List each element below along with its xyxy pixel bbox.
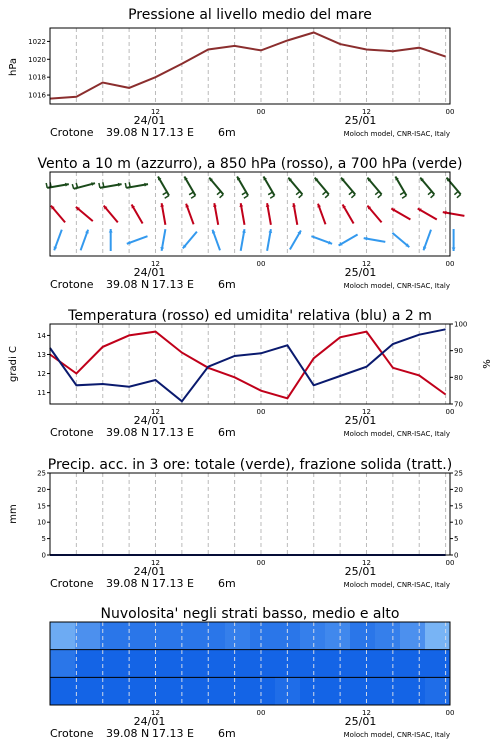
wind-title: Vento a 10 m (azzurro), a 850 hPa (rosso), a 700 hPa (verde) bbox=[37, 156, 463, 172]
y-tick-label: 1020 bbox=[28, 55, 46, 64]
date-label: 25/01 bbox=[344, 266, 377, 279]
y-tick-label: 0 bbox=[41, 551, 46, 560]
location-name: Crotone bbox=[50, 126, 94, 139]
location-lat: 39.08 N bbox=[106, 426, 150, 439]
model-credit: Moloch model, CNR-ISAC, Italy bbox=[343, 282, 450, 290]
y-tick-label: 20 bbox=[37, 485, 46, 494]
location-lon: 17.13 E bbox=[152, 278, 194, 291]
location-elevation: 6m bbox=[218, 577, 236, 590]
cloud-cell bbox=[100, 622, 126, 650]
cloud-cell bbox=[425, 622, 451, 650]
y2-tick-label: 5 bbox=[454, 535, 459, 544]
x-tick-label: 12 bbox=[151, 559, 160, 567]
cloud-cell bbox=[325, 622, 351, 650]
cloud-cell bbox=[325, 677, 351, 705]
location-lon: 17.13 E bbox=[152, 727, 194, 740]
y-tick-label: 1022 bbox=[28, 37, 46, 46]
cloud-cell bbox=[75, 622, 101, 650]
cloud-cell bbox=[75, 677, 101, 705]
location-elevation: 6m bbox=[218, 727, 236, 740]
location-elevation: 6m bbox=[218, 426, 236, 439]
date-label: 24/01 bbox=[133, 715, 166, 728]
date-label: 25/01 bbox=[344, 414, 377, 427]
y-tick-label: 14 bbox=[37, 331, 46, 340]
cloud-cell bbox=[225, 622, 251, 650]
location-name: Crotone bbox=[50, 577, 94, 590]
cloud-cell bbox=[50, 650, 76, 678]
x-tick-label: 12 bbox=[362, 709, 371, 717]
x-tick-label: 00 bbox=[445, 408, 455, 416]
pressure-title: Pressione al livello medio del mare bbox=[128, 7, 372, 23]
y2-tick-label: 25 bbox=[454, 469, 463, 478]
cloud-cell bbox=[200, 650, 226, 678]
cloud-cell bbox=[175, 650, 201, 678]
cloud-cell bbox=[150, 650, 176, 678]
precip-title: Precip. acc. in 3 ore: totale (verde), frazione solida (tratt.) bbox=[47, 457, 453, 473]
cloud-cell bbox=[100, 650, 126, 678]
x-tick-label: 12 bbox=[362, 408, 371, 416]
y2-tick-label: 80 bbox=[454, 373, 463, 382]
precip-ylabel: mm bbox=[8, 504, 19, 524]
date-label: 25/01 bbox=[344, 715, 377, 728]
cloud-cell bbox=[150, 622, 176, 650]
cloud-cell bbox=[250, 650, 276, 678]
y2-tick-label: 90 bbox=[454, 347, 463, 356]
location-elevation: 6m bbox=[218, 126, 236, 139]
date-label: 24/01 bbox=[133, 114, 166, 127]
date-label: 25/01 bbox=[344, 114, 377, 127]
cloud-cell bbox=[375, 677, 401, 705]
location-name: Crotone bbox=[50, 278, 94, 291]
temp-title: Temperatura (rosso) ed umidita' relativa (blu) a 2 m bbox=[68, 308, 432, 324]
temp-ylabel: gradi C bbox=[8, 346, 19, 382]
y2-tick-label: 15 bbox=[454, 502, 463, 511]
x-tick-label: 00 bbox=[445, 260, 455, 268]
y-tick-label: 25 bbox=[37, 469, 46, 478]
cloud-cell bbox=[425, 677, 451, 705]
cloud-cell bbox=[300, 650, 326, 678]
pressure-ylabel: hPa bbox=[8, 57, 19, 77]
cloud-cell bbox=[350, 677, 376, 705]
y-tick-label: 10 bbox=[37, 518, 46, 527]
y-tick-label: 13 bbox=[37, 350, 46, 359]
x-tick-label: 00 bbox=[256, 559, 266, 567]
cloud-cell bbox=[375, 650, 401, 678]
model-credit: Moloch model, CNR-ISAC, Italy bbox=[343, 130, 450, 138]
cloud-cell bbox=[200, 677, 226, 705]
x-tick-label: 00 bbox=[445, 709, 455, 717]
y-tick-label: 1016 bbox=[28, 91, 46, 100]
y-tick-label: 12 bbox=[37, 370, 46, 379]
cloud-cell bbox=[225, 650, 251, 678]
cloud-cell bbox=[75, 650, 101, 678]
x-tick-label: 00 bbox=[445, 108, 455, 116]
location-elevation: 6m bbox=[218, 278, 236, 291]
model-credit: Moloch model, CNR-ISAC, Italy bbox=[343, 430, 450, 438]
cloud-cell bbox=[250, 622, 276, 650]
y2-tick-label: 100 bbox=[454, 320, 468, 329]
cloud-cell bbox=[100, 677, 126, 705]
cloud-cell bbox=[175, 677, 201, 705]
location-lat: 39.08 N bbox=[106, 278, 150, 291]
y2-tick-label: 10 bbox=[454, 518, 463, 527]
cloud-cell bbox=[400, 622, 426, 650]
date-label: 24/01 bbox=[133, 266, 166, 279]
x-tick-label: 00 bbox=[256, 108, 266, 116]
humidity-ylabel: % bbox=[482, 359, 493, 369]
cloud-cell bbox=[200, 622, 226, 650]
date-label: 24/01 bbox=[133, 414, 166, 427]
x-tick-label: 12 bbox=[151, 709, 160, 717]
cloud-cell bbox=[50, 677, 76, 705]
x-tick-label: 12 bbox=[362, 108, 371, 116]
location-lat: 39.08 N bbox=[106, 126, 150, 139]
x-tick-label: 12 bbox=[151, 108, 160, 116]
cloud-cell bbox=[350, 650, 376, 678]
cloud-cell bbox=[300, 622, 326, 650]
cloud-cell bbox=[175, 622, 201, 650]
location-lon: 17.13 E bbox=[152, 426, 194, 439]
location-name: Crotone bbox=[50, 727, 94, 740]
x-tick-label: 00 bbox=[256, 260, 266, 268]
location-lon: 17.13 E bbox=[152, 126, 194, 139]
y2-tick-label: 70 bbox=[454, 400, 463, 409]
cloud-cell bbox=[400, 677, 426, 705]
cloud-cell bbox=[425, 650, 451, 678]
cloud-cell bbox=[350, 622, 376, 650]
y-tick-label: 1018 bbox=[28, 73, 46, 82]
date-label: 24/01 bbox=[133, 565, 166, 578]
cloud-cell bbox=[325, 650, 351, 678]
cloud-cell bbox=[375, 622, 401, 650]
y2-tick-label: 20 bbox=[454, 485, 463, 494]
location-lat: 39.08 N bbox=[106, 727, 150, 740]
cloud-cell bbox=[150, 677, 176, 705]
x-tick-label: 00 bbox=[256, 709, 266, 717]
y2-tick-label: 0 bbox=[454, 551, 459, 560]
x-tick-label: 12 bbox=[151, 408, 160, 416]
cloud-cell bbox=[400, 650, 426, 678]
y-tick-label: 15 bbox=[37, 502, 46, 511]
location-lat: 39.08 N bbox=[106, 577, 150, 590]
x-tick-label: 12 bbox=[362, 260, 371, 268]
x-tick-label: 12 bbox=[151, 260, 160, 268]
y-tick-label: 11 bbox=[37, 389, 46, 398]
x-tick-label: 00 bbox=[256, 408, 266, 416]
cloud-cell bbox=[50, 622, 76, 650]
cloud-cell bbox=[225, 677, 251, 705]
x-tick-label: 00 bbox=[445, 559, 455, 567]
cloud-cell bbox=[300, 677, 326, 705]
x-tick-label: 12 bbox=[362, 559, 371, 567]
location-lon: 17.13 E bbox=[152, 577, 194, 590]
location-name: Crotone bbox=[50, 426, 94, 439]
model-credit: Moloch model, CNR-ISAC, Italy bbox=[343, 581, 450, 589]
date-label: 25/01 bbox=[344, 565, 377, 578]
cloud-title: Nuvolosita' negli strati basso, medio e alto bbox=[100, 606, 400, 622]
model-credit: Moloch model, CNR-ISAC, Italy bbox=[343, 731, 450, 739]
cloud-cell bbox=[250, 677, 276, 705]
y-tick-label: 5 bbox=[41, 535, 46, 544]
